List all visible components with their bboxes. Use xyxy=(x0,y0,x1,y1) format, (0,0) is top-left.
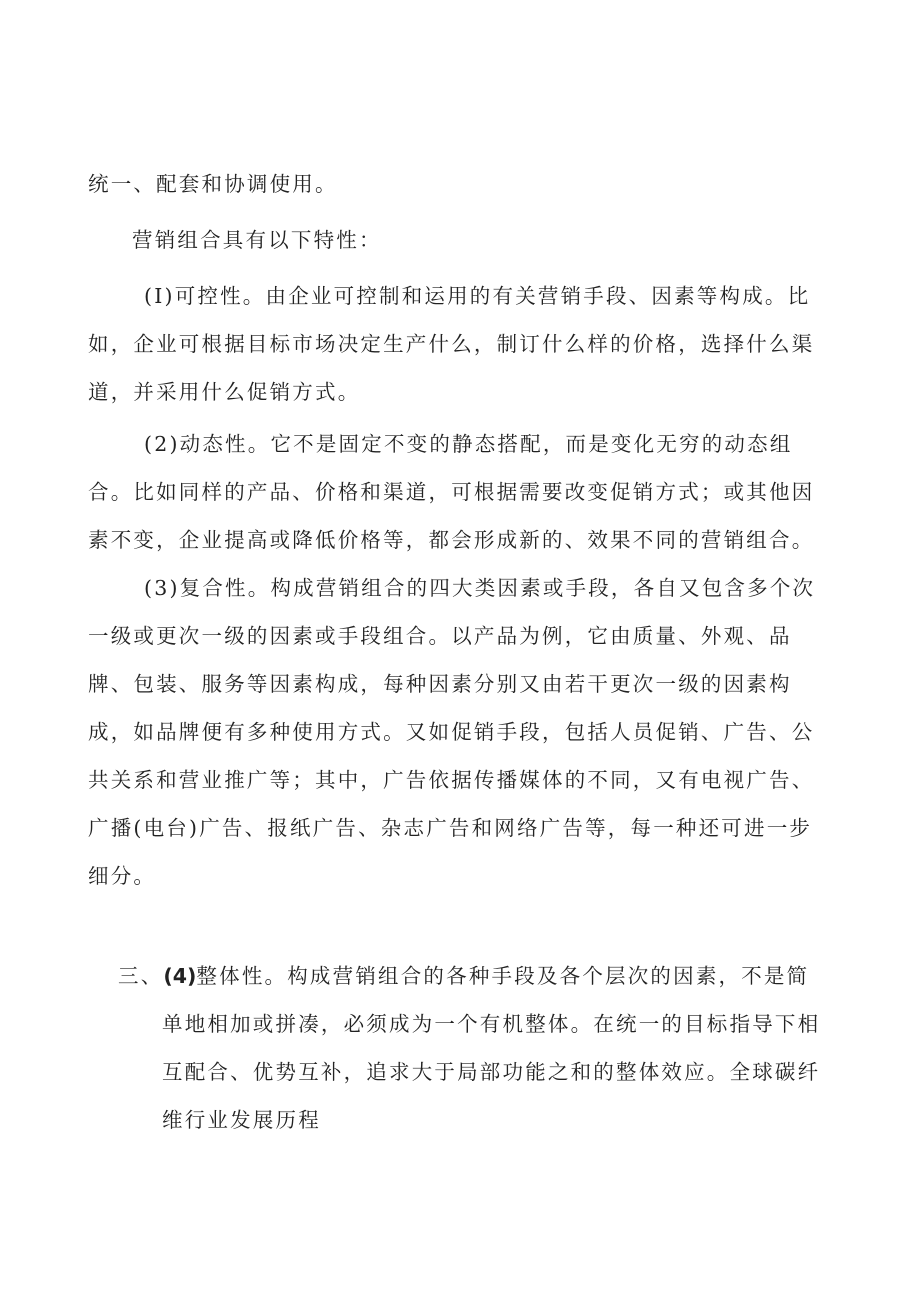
paragraph-characteristics-heading xyxy=(88,216,880,264)
text-line: (2)动态性。它不是固定不变的静态搭配，而是变化无穷的动态组 xyxy=(144,432,793,456)
paragraph-composite xyxy=(88,564,836,900)
text-line: 素不变，企业提高或降低价格等，都会形成新的、效果不同的营销组合。 xyxy=(88,528,815,552)
text-line: (3)复合性。构成营销组合的四大类因素或手段，各自又包含多个次 xyxy=(144,576,816,600)
text-line: 单地相加或拼凑，必须成为一个有机整体。在统一的目标指导下相 xyxy=(162,1012,821,1036)
text-line: 共关系和营业推广等；其中，广告依据传播媒体的不同，又有电视广告、 xyxy=(88,768,815,792)
text-line: 如，企业可根据目标市场决定生产什么，制订什么样的价格，选择什么渠 xyxy=(88,332,815,356)
section-first-line xyxy=(118,952,838,1000)
text-line: 牌、包装、服务等因素构成，每种因素分别又由若干更次一级的因素构 xyxy=(88,672,792,696)
paragraph-intro xyxy=(88,160,836,208)
text-line: 维行业发展历程 xyxy=(162,1108,321,1132)
text-line: 统一、配套和协调使用。 xyxy=(88,172,338,196)
text-line: 细分。 xyxy=(88,864,157,888)
paragraph-controllability xyxy=(88,272,836,416)
section-prefix: 三、 xyxy=(118,964,164,988)
section-integrity xyxy=(118,952,838,1144)
text-line: 广播(电台)广告、报纸广告、杂志广告和网络广告等，每一种还可进一步 xyxy=(88,816,813,840)
section-number: (4) xyxy=(163,964,197,988)
section-first-text: 整体性。构成营销组合的各种手段及各个层次的因素，不是简 xyxy=(196,964,810,988)
text-line: 成，如品牌便有多种使用方式。又如促销手段，包括人员促销、广告、公 xyxy=(88,720,815,744)
text-line: 一级或更次一级的因素或手段组合。以产品为例，它由质量、外观、品 xyxy=(88,624,792,648)
text-line: 营销组合具有以下特性： xyxy=(132,228,382,252)
text-line: 合。比如同样的产品、价格和渠道，可根据需要改变促销方式；或其他因 xyxy=(88,480,815,504)
text-line: 道，并采用什么促销方式。 xyxy=(88,380,361,404)
text-line: 互配合、优势互补，追求大于局部功能之和的整体效应。全球碳纤 xyxy=(162,1060,821,1084)
text-line: (I)可控性。由企业可控制和运用的有关营销手段、因素等构成。比 xyxy=(144,284,811,308)
paragraph-dynamics xyxy=(88,420,836,564)
